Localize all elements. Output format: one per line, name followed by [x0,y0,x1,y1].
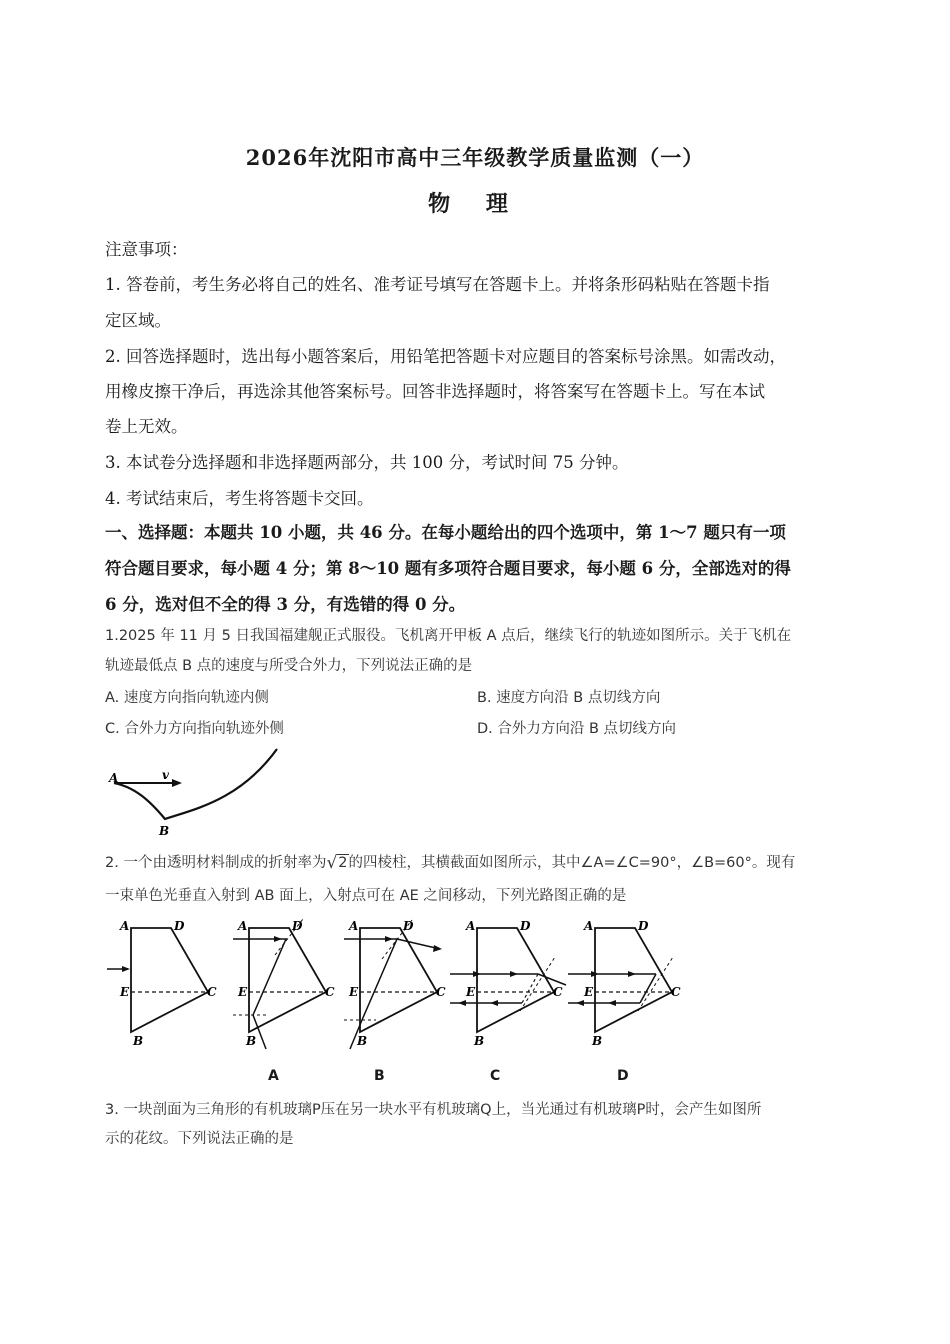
vertex-d-label: D [638,919,649,933]
vertex-d-label: D [174,919,185,933]
prism-figure-original [107,919,217,1048]
q2-stem-line [105,851,795,872]
q1-option-b: B. 速度方向沿 B 点切线方向 [477,690,661,706]
vertex-e-label: E [584,985,594,999]
subject-title: 物 理 [428,191,522,217]
q3-stem-line: 示的花纹。下列说法正确的是 [105,1131,294,1147]
notice-line: 4. 考试结束后，考生将答题卡交回。 [105,489,374,508]
q2-stem-line: 一束单色光垂直入射到 AB 面上，入射点可在 AE 之间移动，下列光路图正确的是 [105,888,627,904]
notice-line: 定区域。 [105,311,171,330]
figure-caption-d: D [617,1068,629,1084]
notice-line: 卷上无效。 [105,417,188,436]
ray-arrowhead [490,1000,498,1006]
q1-stem-line: 1.2025 年 11 月 5 日我国福建舰正式服役。飞机离开甲板 A 点后，继续飞行的轨迹如图所示。关于飞机在 [105,628,792,644]
vertex-e-label: E [349,985,359,999]
prism-option-b [344,919,446,1049]
sqrt-value: 2 [338,855,348,871]
prism-outline [360,928,437,1032]
point-a-label: A [109,771,119,785]
q2-prism-figures [100,915,690,1055]
vertex-a-label: A [120,919,130,933]
q3-stem-line: 3. 一块剖面为三角形的有机玻璃P压在另一块水平有机玻璃Q上，当光通过有机玻璃P时，会产生如图所 [105,1102,762,1118]
point-b-label: B [159,824,170,838]
prism-option-d [568,919,681,1048]
vertex-b-label: B [357,1034,368,1048]
prism-outline [595,928,672,1032]
prism-option-a [233,919,335,1049]
vertex-c-label: C [553,985,563,999]
q1-option-a: A. 速度方向指向轨迹内侧 [105,690,269,706]
vertex-d-label: D [403,919,414,933]
prism-outline [131,928,208,1032]
vertex-b-label: B [474,1034,485,1048]
figure-caption-c: C [490,1068,501,1084]
exam-title: 2026年沈阳市高中三年级教学质量监测（一） [245,145,705,170]
ray-arrowhead [510,971,518,977]
ray-arrowhead [274,936,282,942]
vertex-b-label: B [133,1034,144,1048]
ray-arrowhead [433,945,442,952]
prism-outline [477,928,554,1032]
ray-arrowhead [576,1000,584,1006]
refracted-ray [538,974,566,985]
vertex-b-label: B [592,1034,603,1048]
vertex-a-label: A [466,919,476,933]
notice-line: 3. 本试卷分选择题和非选择题两部分，共 100 分，考试时间 75 分钟。 [105,453,629,472]
vertex-a-label: A [584,919,594,933]
q1-option-d: D. 合外力方向沿 B 点切线方向 [477,721,677,737]
figure-caption-a: A [268,1068,279,1084]
section-intro-line: 一、选择题：本题共 10 小题，共 46 分。在每小题给出的四个选项中，第 1～7 题只有一项 [105,523,786,542]
section-intro-line: 6 分，选对但不全的得 3 分，有选错的得 0 分。 [105,595,466,614]
vertex-b-label: B [246,1034,257,1048]
incident-arrowhead [122,966,130,972]
vertex-d-label: D [520,919,531,933]
vertex-c-label: C [207,985,217,999]
notice-heading: 注意事项： [105,240,188,259]
section-intro-line: 符合题目要求，每小题 4 分；第 8～10 题有多项符合题目要求，每小题 6 分，全部选对的得 [105,559,791,578]
vertex-c-label: C [436,985,446,999]
q1-stem-line: 轨迹最低点 B 点的速度与所受合外力，下列说法正确的是 [105,658,473,674]
ray-arrowhead [628,971,636,977]
q2-stem-post: 的四棱柱，其横截面如图所示，其中∠A=∠C=90°，∠B=60°。现有 [348,855,796,871]
vertex-a-label: A [349,919,359,933]
ray-arrowhead [608,1000,616,1006]
q1-trajectory-figure [100,745,290,840]
prism-outline [249,928,326,1032]
vertex-d-label: D [292,919,303,933]
vertex-e-label: E [238,985,248,999]
vertex-a-label: A [238,919,248,933]
notice-line: 2. 回答选择题时，选出每小题答案后，用铅笔把答题卡对应题目的答案标号涂黑。如需改动， [105,347,786,366]
vertex-e-label: E [466,985,476,999]
reflected-dashed [522,974,538,1003]
reflected-ray [640,974,656,1003]
q2-stem-pre: 2. 一个由透明材料制成的折射率为 [105,855,327,871]
prism-option-c [450,919,566,1048]
vertex-e-label: E [120,985,130,999]
ray-arrowhead [385,936,393,942]
ray-arrowhead [458,1000,466,1006]
figure-caption-b: B [374,1068,385,1084]
velocity-label: v [162,768,169,782]
velocity-arrowhead [172,779,182,787]
sqrt-sign: √ [326,853,338,873]
q1-option-c: C. 合外力方向指向轨迹外侧 [105,721,284,737]
notice-line: 1. 答卷前，考生务必将自己的姓名、准考证号填写在答题卡上。并将条形码粘贴在答题卡指 [105,275,770,294]
refracted-ray [397,939,440,949]
notice-line: 用橡皮擦干净后，再选涂其他答案标号。回答非选择题时，将答案写在答题卡上。写在本试 [105,382,765,401]
vertex-c-label: C [325,985,335,999]
vertex-c-label: C [671,985,681,999]
